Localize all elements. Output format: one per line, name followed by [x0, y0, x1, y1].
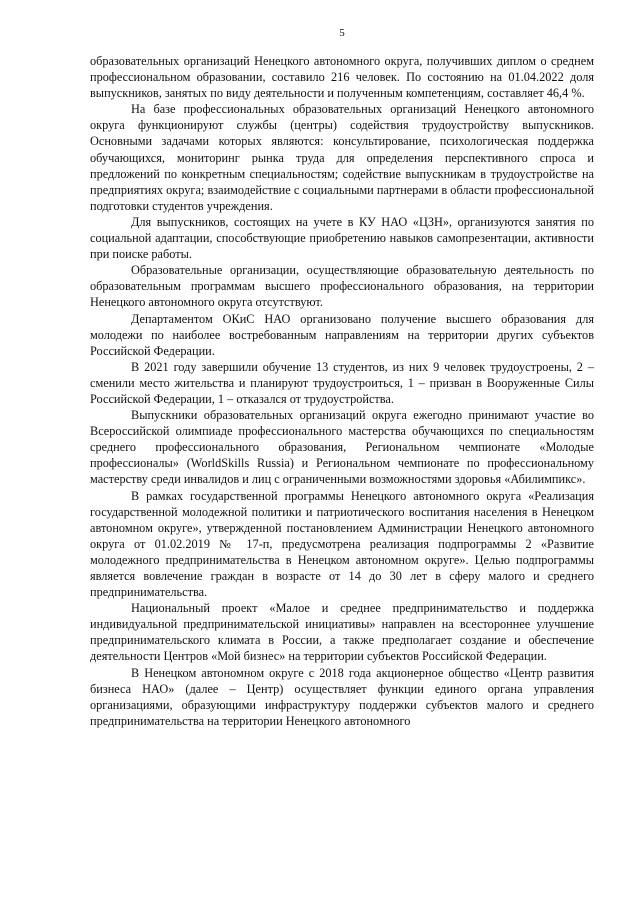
page-number: 5: [339, 27, 345, 39]
paragraph-3: Для выпускников, состоящих на учете в КУ НАО «ЦЗН», организуются занятия по социальной адаптации, способствующие приобретению навыков самопрезентации, активности при поиске работы.: [90, 214, 594, 262]
paragraph-9: Национальный проект «Малое и среднее предпринимательство и поддержка индивидуальной предпринимательской инициативы» направлен на всестороннее улучшение предпринимательского климата в России, а также предполагает создание и обеспечение деятельности Центров «Мой бизнес» на территории субъектов Российской Федерации.: [90, 601, 594, 664]
paragraph-6: В 2021 году завершили обучение 13 студентов, из них 9 человек трудоустроены, 2 – сменили место жительства и планируют трудоустроиться, 1 – призван в Вооруженные Силы Российской Федерации, 1 – отказался от трудоустройства.: [90, 359, 594, 406]
paragraph-1: образовательных организаций Ненецкого автономного округа, получивших диплом о среднем профессиональном образовании, составило 216 человек. По состоянию на 01.04.2022 доля выпускников, занятых по виду деятельности и полученным компетенциям, составляет 46,4 %.: [90, 54, 594, 101]
paragraph-4: Образовательные организации, осуществляющие образовательную деятельность по образовательным программам высшего профессионального образования, на территории Ненецкого автономного округа отсутствуют.: [90, 263, 594, 310]
paragraph-7: Выпускники образовательных организаций округа ежегодно принимают участие во Всероссийской олимпиаде профессионального мастерства обучающихся по специальностям среднего профессионального образования, Региональном чемпионате «Молодые профессионалы» (WorldSkills Russia) и Региональном чемпионате по профессиональному мастерству среди инвалидов и лиц с ограниченными возможностями здоровья «Абилимпикс».: [90, 408, 594, 487]
paragraph-10: В Ненецком автономном округе с 2018 года акционерное общество «Центр развития бизнеса НАО» (далее – Центр) осуществляет функции единого органа управления организациями, образующими инфраструктуру поддержки субъектов малого и среднего предпринимательства на территории Ненецкого автономного: [90, 665, 594, 728]
paragraph-2: На базе профессиональных образовательных организаций Ненецкого автономного округа функционируют службы (центры) содействия трудоустройству выпускников. Основными задачами которых являются: консультирование, психологическая поддержка обучающихся, мониторинг рынка труда для определения перспективного спроса и предложений по конкретным специальностям; содействие выпускникам в трудоустройстве на предприятиях округа; взаимодействие с социальными партнерами в области профессиональной подготовки студентов учреждения.: [90, 102, 594, 213]
paragraph-5: Департаментом ОКиС НАО организовано получение высшего образования для молодежи по наиболее востребованным направлениям на территории других субъектов Российской Федерации.: [90, 311, 594, 358]
paragraph-8: В рамках государственной программы Ненецкого автономного округа «Реализация государственной молодежной политики и патриотического воспитания населения в Ненецком автономном округе», утвержденной постановлением Администрации Ненецкого автономного округа от 01.02.2019 № 17-п, предусмотрена реализация подпрограммы 2 «Развитие молодежного предпринимательства в Ненецком автономном округе». Целью подпрограммы является вовлечение граждан в возрасте от 14 до 30 лет в сферу малого и среднего предпринимательства.: [90, 488, 594, 600]
